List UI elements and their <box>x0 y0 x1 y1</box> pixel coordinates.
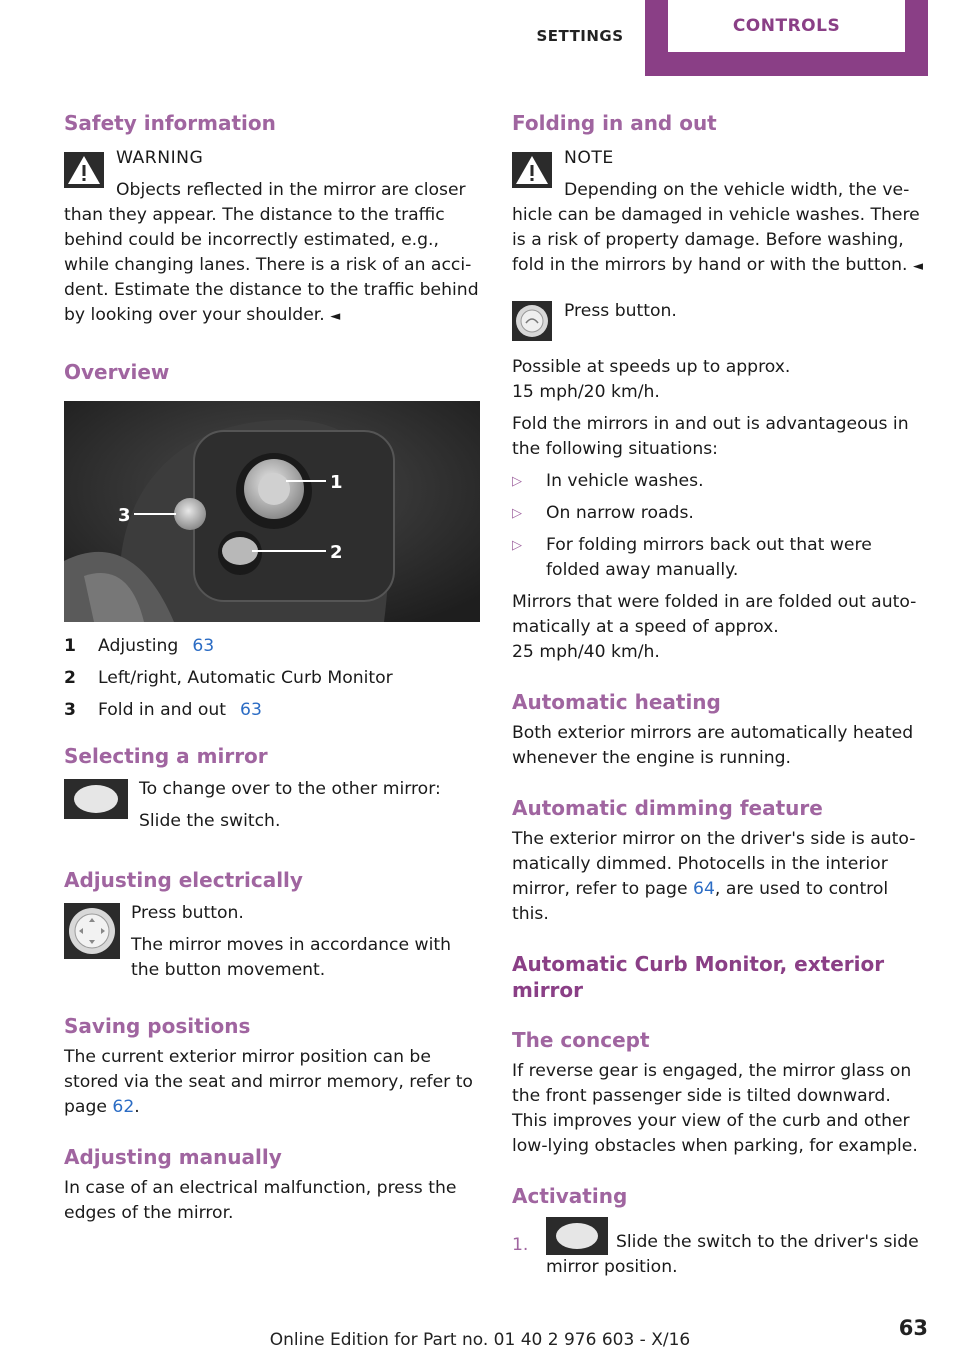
switch-icon <box>546 1217 608 1255</box>
list-item: ▷ For folding mirrors back out that were folded away manually. <box>512 535 872 580</box>
safety-heading: Safety information <box>64 111 276 135</box>
warning-triangle-icon <box>512 152 552 188</box>
switch-icon <box>64 779 128 819</box>
list-item: ▷ On narrow roads. <box>512 501 930 526</box>
warning-text: than they appear. The distance to the traffic behind could be incorrectly estimated, e.g., while changing lanes. There is a risk of an acci-dent. Estimate the distance to the traffic behind by looking over your shoulder. ◄ <box>64 205 479 325</box>
header-chapter-label: CONTROLS <box>668 0 905 52</box>
adjusting-manually-heading: Adjusting manually <box>64 1145 282 1169</box>
step-number: 1. <box>512 1235 529 1255</box>
speed-value: 15 mph/20 km/h. <box>512 382 660 402</box>
list-item: ▷ In vehicle washes. <box>512 469 930 494</box>
note-label: NOTE <box>564 148 614 168</box>
bullet-triangle-icon: ▷ <box>512 506 522 521</box>
callout-1: 1 <box>330 472 343 493</box>
saving-positions-text: The current exterior mirror position can be stored via the seat and mirror memory, refer to page 62. <box>64 1047 473 1117</box>
callout-3: 3 <box>118 505 131 526</box>
concept-text: If reverse gear is engaged, the mirror glass on the front passenger side is tilted downward. This improves your view of the curb and other low-lying obstacles when parking, for example. <box>512 1061 918 1156</box>
end-mark: ◄ <box>913 259 923 274</box>
end-mark: ◄ <box>330 309 341 324</box>
overview-legend <box>64 634 482 723</box>
legend-item: 1 Adjusting 63 <box>64 634 482 659</box>
page-number: 63 <box>898 1316 928 1340</box>
warning-triangle-icon <box>64 152 104 188</box>
auto-out-text: Mirrors that were folded in are folded out auto-matically at a speed of approx. <box>512 592 917 637</box>
heating-text: Both exterior mirrors are automatically heated whenever the engine is running. <box>512 723 914 768</box>
step-text: Slide the switch to the driver's side mirror position. <box>546 1232 919 1277</box>
dimming-text: The exterior mirror on the driver's side is auto-matically dimmed. Photocells in the interior mirror, refer to page 64, are used to control this. <box>512 829 916 924</box>
warning-first-line: Objects reflected in the mirror are closer <box>116 180 466 200</box>
fold-mirror-button-icon <box>512 301 552 341</box>
legend-item: 3 Fold in and out 63 <box>64 698 482 723</box>
note-first-line: Depending on the vehicle width, the ve- <box>564 180 910 200</box>
adjusting-manually-text: In case of an electrical malfunction, press the edges of the mirror. <box>64 1178 457 1223</box>
speed-text: Possible at speeds up to approx. <box>512 357 791 377</box>
page-ref-link[interactable]: 62 <box>112 1097 135 1117</box>
curb-monitor-heading: Automatic Curb Monitor, exterior mirror <box>512 952 885 1002</box>
legend-item: 2 Left/right, Automatic Curb Monitor <box>64 668 393 688</box>
bullet-triangle-icon: ▷ <box>512 474 522 489</box>
page-ref-link[interactable]: 63 <box>240 700 262 720</box>
note-text: hicle can be damaged in vehicle washes. There is a risk of property damage. Before washing, fold in the mirrors by hand or with the button. ◄ <box>512 205 923 275</box>
dimming-heading: Automatic dimming feature <box>512 796 823 820</box>
header-chapter-tab <box>645 0 928 76</box>
callout-2: 2 <box>330 542 343 563</box>
page-ref-link[interactable]: 64 <box>693 879 715 899</box>
concept-heading: The concept <box>512 1028 650 1052</box>
warning-block <box>64 146 482 329</box>
page-ref-link[interactable]: 63 <box>192 636 215 656</box>
auto-out-value: 25 mph/40 km/h. <box>512 642 660 662</box>
folding-heading: Folding in and out <box>512 111 717 135</box>
header-section-label: SETTINGS <box>536 27 624 45</box>
bullet-triangle-icon: ▷ <box>512 538 522 553</box>
overview-heading: Overview <box>64 360 170 384</box>
situations-list <box>512 469 930 583</box>
mirror-controls-photo <box>64 401 480 622</box>
advantage-text: Fold the mirrors in and out is advantageous in the following situations: <box>512 414 909 459</box>
note-block <box>512 146 930 279</box>
saving-positions-heading: Saving positions <box>64 1014 251 1038</box>
heating-heading: Automatic heating <box>512 690 721 714</box>
right-column <box>512 108 930 1280</box>
press-button-text: Press button. <box>564 301 677 321</box>
left-column <box>64 108 482 1226</box>
selecting-heading: Selecting a mirror <box>64 744 268 768</box>
adjusting-electrically-heading: Adjusting electrically <box>64 868 303 892</box>
warning-label: WARNING <box>116 148 204 168</box>
selecting-block: To change over to the other mirror: Slide the switch. <box>64 777 482 837</box>
footer-edition: Online Edition for Part no. 01 40 2 976 603 - X/16 <box>269 1330 691 1350</box>
mirror-adjust-button-icon <box>64 903 120 959</box>
activating-step <box>512 1217 930 1280</box>
activating-heading: Activating <box>512 1184 628 1208</box>
adjusting-electrically-block: Press button. The mirror moves in accordance with the button movement. <box>64 901 482 983</box>
fold-button-block <box>512 299 930 343</box>
